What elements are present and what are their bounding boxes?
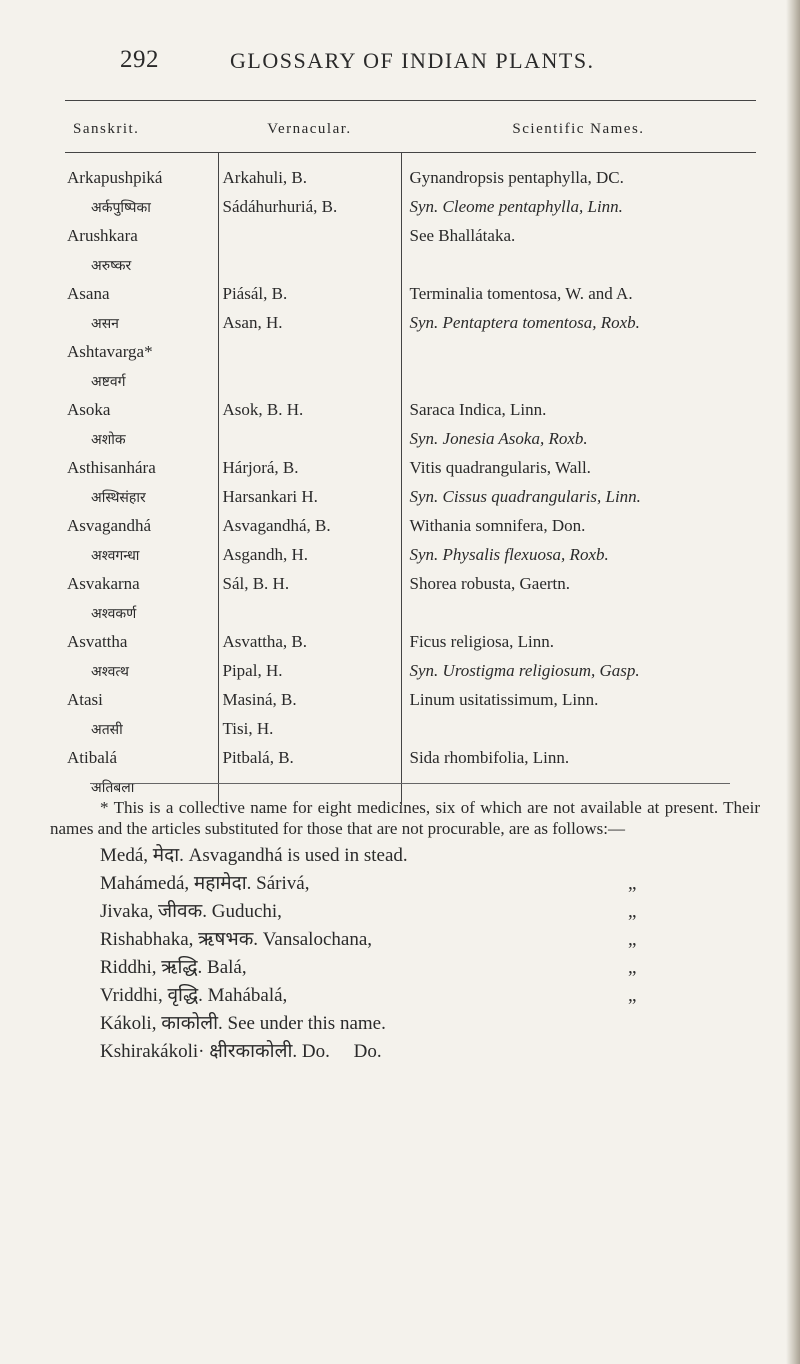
cell-text: Asvakarna [67,574,140,593]
substitute-text: Sárivá, [256,873,310,894]
sanskrit-cell [65,457,218,486]
scientific-name-cell [401,370,756,399]
ditto-mark: „ [628,985,637,1006]
vernacular-cell [218,573,401,602]
cell-text: अतसी [91,723,123,738]
footnote-item [50,1041,760,1069]
sanskrit-cell [65,689,218,718]
scientific-name-cell [401,747,756,776]
table-row [65,370,756,399]
cell-text: Saraca Indica, Linn. [409,400,547,419]
cell-text: Asan, H. [222,313,283,332]
cell-text: Sál, B. H. [222,574,290,593]
footnote-item-text [100,845,408,866]
vernacular-cell [218,225,401,254]
scientific-name-cell [401,544,756,573]
vernacular-cell [218,399,401,428]
footnote-item [50,985,760,1013]
sanskrit-cell [65,254,218,283]
vernacular-cell [218,153,401,197]
vernacular-cell [218,428,401,457]
cell-text: असन [91,317,119,332]
vernacular-cell [218,544,401,573]
cell-text: Linum usitatissimum, Linn. [409,690,599,709]
table-row [65,515,756,544]
sanskrit-cell [65,631,218,660]
sanskrit-cell [65,602,218,631]
vernacular-cell [218,631,401,660]
vernacular-cell [218,718,401,747]
sanskrit-cell [65,544,218,573]
scientific-name-cell [401,573,756,602]
vernacular-cell [218,689,401,718]
table-row [65,153,756,197]
footnote-item [50,873,760,901]
cell-text: Arkahuli, B. [222,168,308,187]
vernacular-cell [218,312,401,341]
cell-text: Syn. Pentaptera tomentosa, Roxb. [409,313,640,332]
cell-text: अष्टवर्ग [91,375,126,390]
sanskrit-cell [65,660,218,689]
sanskrit-cell [65,153,218,197]
scientific-name-cell [401,718,756,747]
vernacular-cell [218,254,401,283]
footnote-item-text [100,873,309,894]
cell-text: Syn. Urostigma religiosum, Gasp. [409,661,640,680]
cell-text: अरुष्कर [91,259,132,274]
cell-text: Asana [67,284,110,303]
cell-text: अश्वगन्धा [91,549,140,564]
vernacular-cell [218,457,401,486]
cell-text: Asok, B. H. [222,400,304,419]
cell-text: Sádáhurhuriá, B. [222,197,338,216]
substitute-text: Asvagandhá is used in stead. [188,845,408,866]
sanskrit-cell [65,283,218,312]
cell-text: Ficus religiosa, Linn. [409,632,554,651]
cell-text: Pitbalá, B. [222,748,294,767]
scientific-name-cell [401,428,756,457]
sanskrit-cell [65,573,218,602]
footnote-item-text [100,901,282,922]
footnote-item-text [100,1041,382,1062]
vernacular-cell [218,602,401,631]
scientific-name-cell [401,631,756,660]
substitute-text: Do. Do. [301,1041,382,1062]
vernacular-cell [218,283,401,312]
cell-text: Syn. Physalis flexuosa, Roxb. [409,545,609,564]
table-row [65,660,756,689]
table-row [65,631,756,660]
ditto-mark: „ [628,957,637,978]
scientific-name-cell [401,312,756,341]
cell-text: Withania somnifera, Don. [409,516,586,535]
column-header-scientific: Scientific Names. [401,101,756,153]
cell-text: अतिबला [91,781,135,796]
sanskrit-cell [65,225,218,254]
sanskrit-cell [65,428,218,457]
cell-text: Atibalá [67,748,118,767]
medicine-name: Kákoli, काकोली. [100,1013,223,1034]
footnote-item-text [100,957,247,978]
scientific-name-cell [401,153,756,197]
vernacular-cell [218,370,401,399]
medicine-name: Riddhi, ऋद्धि. [100,957,203,978]
cell-text: Asthisanhára [67,458,156,477]
substitute-text: Mahábalá, [207,985,288,1006]
medicine-name: Rishabhaka, ऋषभक. [100,929,259,950]
cell-text: Gynandropsis pentaphylla, DC. [409,168,624,187]
footnote-item-text [100,1013,386,1034]
vernacular-cell [218,196,401,225]
medicine-name: Vriddhi, वृद्धि. [100,985,203,1006]
cell-text: अर्कपुष्पिका [91,201,151,216]
scientific-name-cell [401,660,756,689]
cell-text: Syn. Cissus quadrangularis, Linn. [409,487,641,506]
table-row [65,486,756,515]
table-row [65,573,756,602]
table-row [65,457,756,486]
scientific-name-cell [401,225,756,254]
substitute-text: See under this name. [227,1013,386,1034]
table-row [65,196,756,225]
medicine-name: Mahámedá, महामेदा. [100,873,252,894]
vernacular-cell [218,341,401,370]
scientific-name-cell [401,254,756,283]
column-header-vernacular: Vernacular. [218,101,401,153]
ditto-mark: „ [628,929,637,950]
table-row [65,602,756,631]
cell-text: अश्वत्थ [91,665,129,680]
cell-text: Tisi, H. [222,719,274,738]
table-row [65,283,756,312]
table-row [65,254,756,283]
scientific-name-cell [401,457,756,486]
table-header-row [65,101,756,153]
table-row [65,428,756,457]
cell-text: Asvagandhá [67,516,152,535]
table-row [65,225,756,254]
table-row [65,399,756,428]
cell-text: Pipal, H. [222,661,283,680]
scientific-name-cell [401,689,756,718]
cell-text: Terminalia tomentosa, W. and A. [409,284,633,303]
cell-text: अस्थिसंहार [91,491,146,506]
cell-text: Hárjorá, B. [222,458,299,477]
cell-text: Atasi [67,690,103,709]
cell-text: Asgandh, H. [222,545,308,564]
cell-text: Shorea robusta, Gaertn. [409,574,571,593]
cell-text: Arushkara [67,226,138,245]
vernacular-cell [218,747,401,776]
footnote [50,797,760,1069]
footnote-item-text [100,929,372,950]
substitute-text: Vansalochana, [262,929,373,950]
cell-text: Sida rhombifolia, Linn. [409,748,570,767]
footnote-item [50,957,760,985]
column-header-sanskrit: Sanskrit. [65,101,218,153]
cell-text: Asoka [67,400,111,419]
scientific-name-cell [401,283,756,312]
cell-text: Vitis quadrangularis, Wall. [409,458,591,477]
running-head [120,46,720,76]
vernacular-cell [218,660,401,689]
table-row [65,718,756,747]
sanskrit-cell [65,399,218,428]
scientific-name-cell [401,602,756,631]
sanskrit-cell [65,515,218,544]
scientific-name-cell [401,341,756,370]
page-number: 292 [120,46,159,73]
table-row [65,312,756,341]
footnote-item-text [100,985,287,1006]
table-row [65,544,756,573]
footnote-divider [90,783,730,784]
page-title: GLOSSARY OF INDIAN PLANTS. [230,48,595,73]
cell-text: Arkapushpiká [67,168,163,187]
glossary-table [65,100,756,805]
cell-text: Piásál, B. [222,284,288,303]
sanskrit-cell [65,312,218,341]
medicine-name: Kshirakákoli· क्षीरकाकोली. [100,1041,298,1062]
cell-text: See Bhallátaka. [409,226,516,245]
table-row [65,341,756,370]
cell-text: Asvattha [67,632,128,651]
scientific-name-cell [401,515,756,544]
sanskrit-cell [65,370,218,399]
ditto-mark: „ [628,873,637,894]
medicine-name: Medá, मेदा. [100,845,184,866]
substitute-text: Balá, [207,957,247,978]
substitute-text: Guduchi, [211,901,282,922]
table-row [65,689,756,718]
scientific-name-cell [401,486,756,515]
sanskrit-cell [65,341,218,370]
vernacular-cell [218,515,401,544]
vernacular-cell [218,486,401,515]
cell-text: Asvagandhá, B. [222,516,331,535]
footnote-intro: * This is a collective name for eight medicines, six of which are not available at present. Their names and the articles substituted for those that are not procurable, are as follows:— [50,798,760,838]
cell-text: Harsankari H. [222,487,318,506]
scientific-name-cell [401,399,756,428]
cell-text: अश्वकर्ण [91,607,137,622]
footnote-item [50,845,760,873]
sanskrit-cell [65,486,218,515]
sanskrit-cell [65,747,218,776]
cell-text: Syn. Jonesia Asoka, Roxb. [409,429,588,448]
cell-text: अशोक [91,433,126,448]
cell-text: Masiná, B. [222,690,297,709]
cell-text: Asvattha, B. [222,632,308,651]
sanskrit-cell [65,718,218,747]
page-edge-shadow [786,0,800,1364]
scientific-name-cell [401,196,756,225]
footnote-item [50,929,760,957]
table-row [65,747,756,776]
sanskrit-cell [65,196,218,225]
footnote-item [50,1013,760,1041]
footnote-item [50,901,760,929]
cell-text: Syn. Cleome pentaphylla, Linn. [409,197,623,216]
ditto-mark: „ [628,901,637,922]
medicine-name: Jivaka, जीवक. [100,901,207,922]
cell-text: Ashtavarga* [67,342,153,361]
